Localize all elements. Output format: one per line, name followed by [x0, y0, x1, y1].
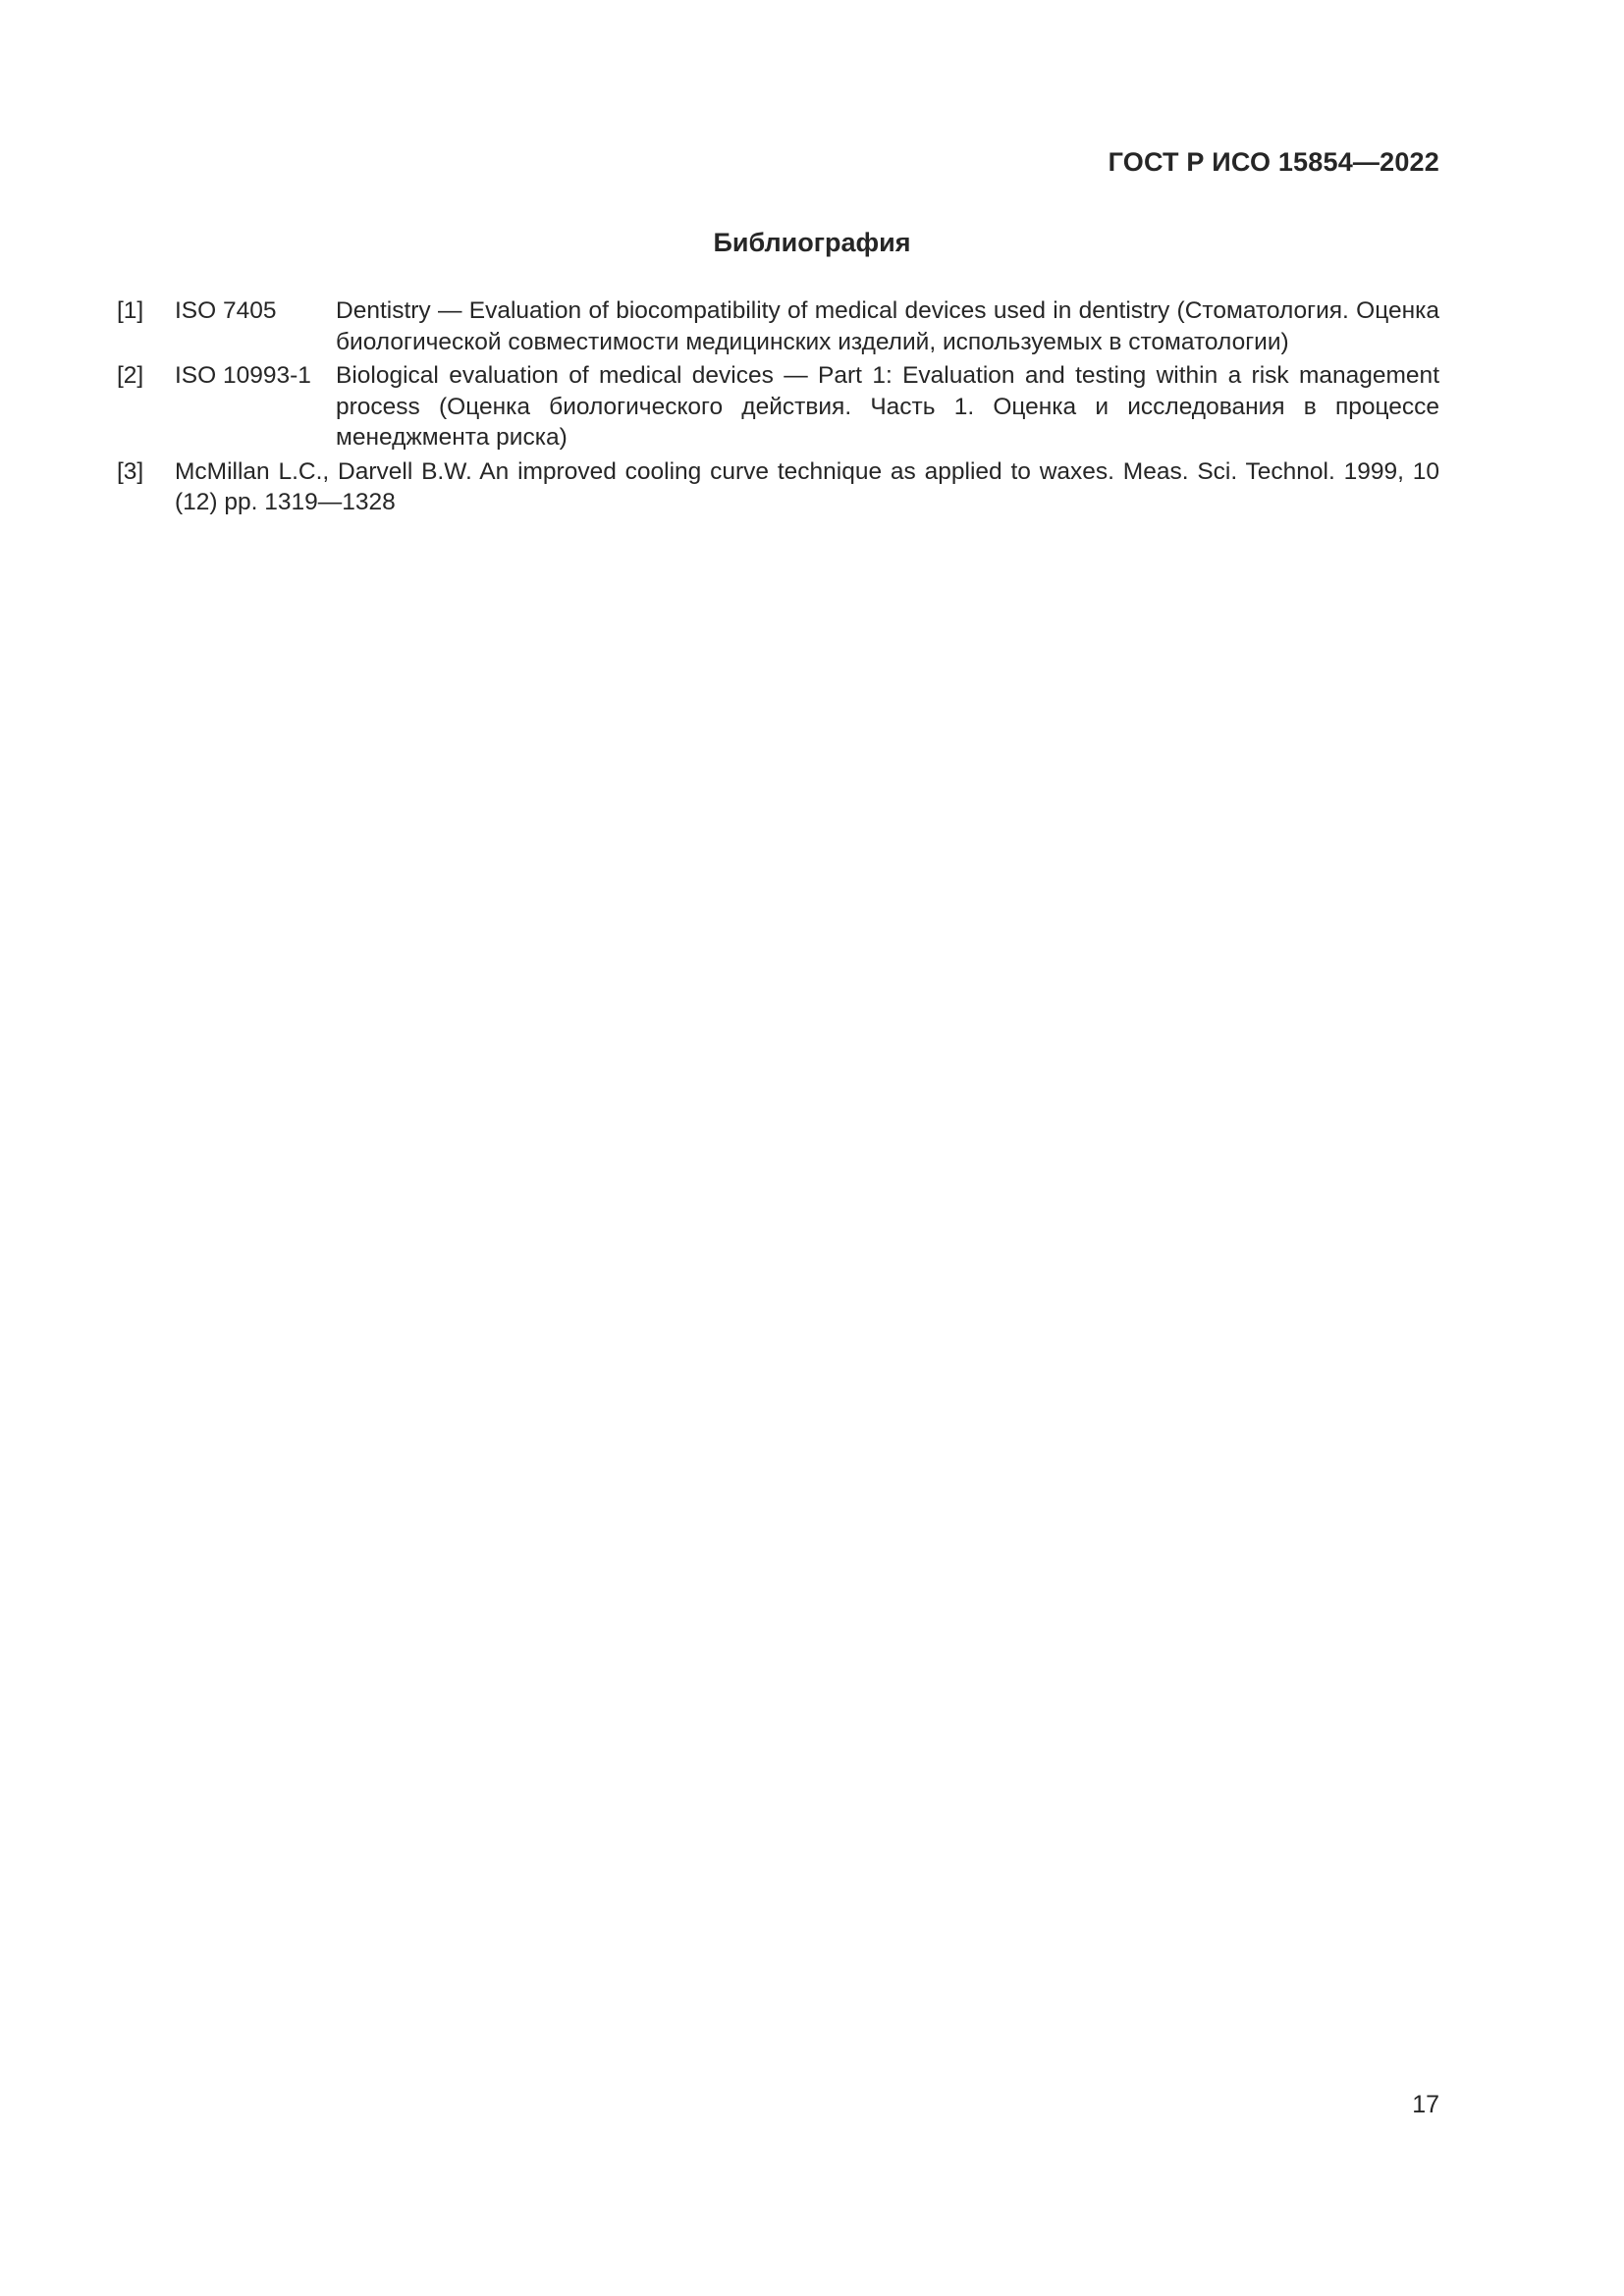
entry-text: McMillan L.C., Darvell B.W. An improved cooling curve technique as applied to waxes. Meas. Sci. Technol. 1999, 10 (12) pp. 1319—1328: [175, 457, 1439, 515]
entry-number: [1]: [117, 297, 144, 324]
bibliography-entry: [117, 456, 1439, 518]
bibliography-title: Библиография: [713, 228, 911, 257]
entry-text: Biological evaluation of medical devices — Part 1: Evaluation and testing within a risk management process (Оценка биологического действия. Часть 1. Оценка и исследования в процессе менеджмента риска): [336, 362, 1439, 451]
entry-standard-code: ISO 10993-1: [175, 362, 311, 389]
bibliography-list: [117, 295, 1439, 521]
entry-number: [3]: [117, 457, 144, 485]
entry-number: [2]: [117, 362, 144, 389]
entry-standard-code: ISO 7405: [175, 297, 277, 324]
page-number: 17: [1412, 2091, 1439, 2118]
bibliography-entry: [117, 295, 1439, 357]
standard-designation: ГОСТ Р ИСО 15854—2022: [1108, 147, 1439, 177]
entry-text: Dentistry — Evaluation of biocompatibility of medical devices used in dentistry (Стоматология. Оценка биологической совместимости медицинских изделий, используемых в стоматологии): [336, 297, 1439, 355]
bibliography-entry: [117, 360, 1439, 454]
